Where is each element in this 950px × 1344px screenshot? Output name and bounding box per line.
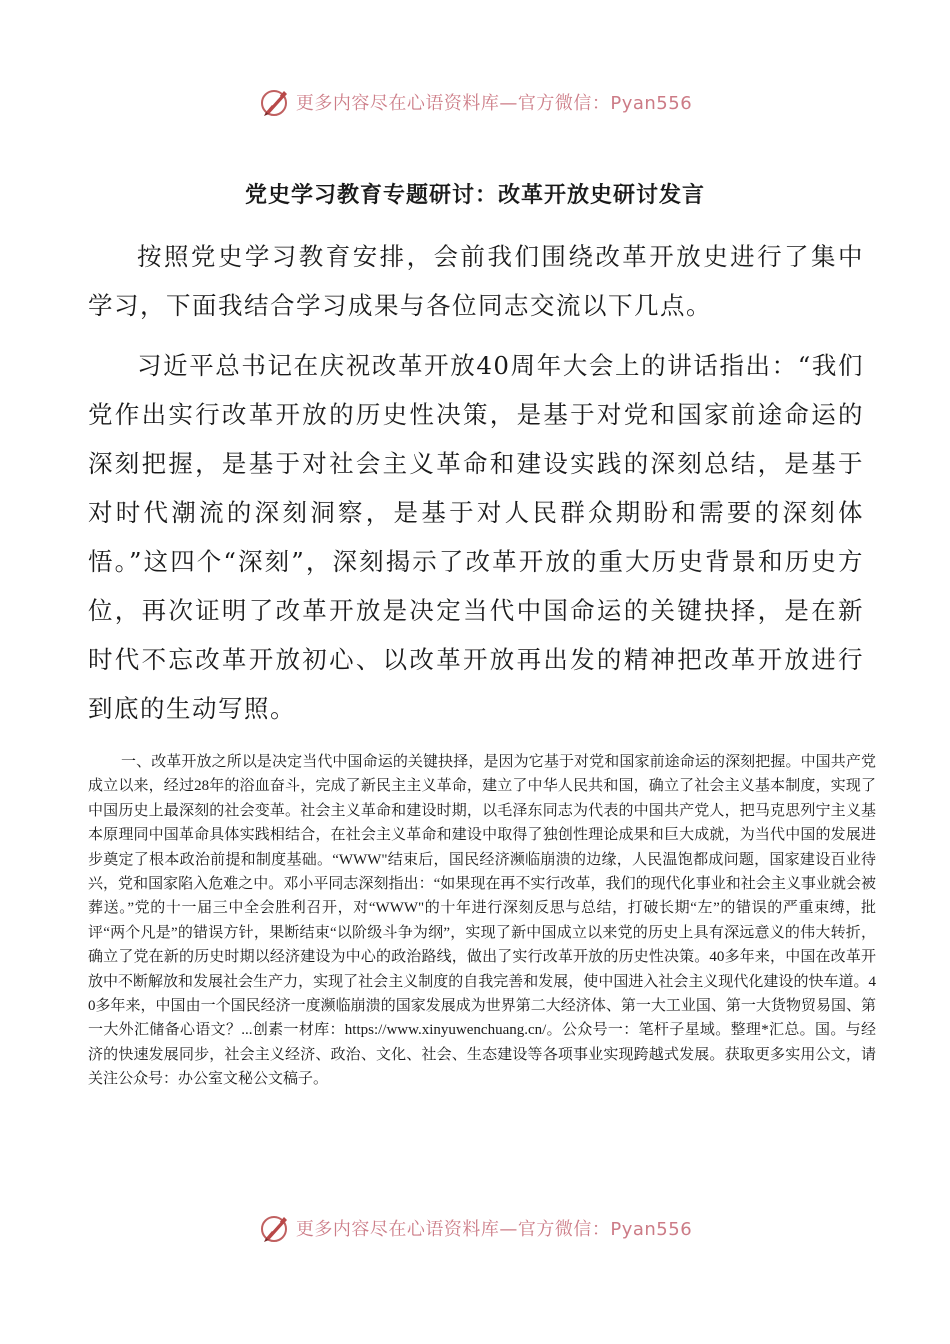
banner-text: 更多内容尽在心语资料库—官方微信：Pyan556 [295, 1219, 693, 1240]
quill-pen-logo-icon [258, 85, 292, 119]
header-watermark-banner [0, 82, 950, 122]
quill-pen-logo-icon [258, 1211, 292, 1245]
intro-paragraph: 按照党史学习教育安排，会前我们围绕改革开放史进行了集中学习，下面我结合学习成果与各位同志交流以下几点。 [88, 242, 864, 320]
document-title: 党史学习教育专题研讨：改革开放史研讨发言 [244, 182, 705, 208]
section-one-paragraph: 一、改革开放之所以是决定当代中国命运的关键抉择，是因为它基于对党和国家前途命运的深刻把握。中国共产党成立以来，经过28年的浴血奋斗，完成了新民主主义革命，建立了中华人民共和国，确立了社会主义基本制度，实现了中国历史上最深刻的社会变革。社会主义革命和建设时期，以毛泽东同志为代表的中国共产党人，把马克思列宁主义基本原理同中国革命具体实践相结合，在社会主义革命和建设中取得了独创性理论成果和巨大成就，为当代中国的发展进步奠定了根本政治前提和制度基础。“WWW"结束后，国民经济濒临崩溃的边缘，人民温饱都成问题，国家建设百业待兴，党和国家陷入危难之中。邓小平同志深刻指出：“如果现在再不实行改革，我们的现代化事业和社会主义事业就会被葬送。”党的十一届三中全会胜利召开，对“WWW"的十年进行深刻反思与总结，打破长期“左”的错误的严重束缚，批评“两个凡是”的错误方针，果断结束“以阶级斗争为纲”，实现了新中国成立以来党的历史上具有深远意义的伟大转折，确立了党在新的历史时期以经济建设为中心的政治路线，做出了实行改革开放的历史性决策。40多年来，中国在改革开放中不断解放和发展社会生产力，实现了社会主义制度的自我完善和发展，使中国进入社会主义现代化建设的快车道。40多年来，中国由一个国民经济一度濒临崩溃的国家发展成为世界第二大经济体、第一大工业国、第一大货物贸易国、第一大外汇储备心语文？...创素一材库：https://www.xinyuwenchuang.cn/。公众号一：笔杆子星域。整理*汇总。国。与经济的快速发展同步，社会主义经济、政治、文化、社会、生态建设等各项事业实现跨越式发展。获取更多实用公文，请关注公众号：办公室文秘公文稿子。 [88, 754, 876, 1088]
banner-text: 更多内容尽在心语资料库—官方微信：Pyan556 [295, 93, 693, 114]
footer-watermark-banner [0, 1208, 950, 1248]
quote-paragraph: 习近平总书记在庆祝改革开放40周年大会上的讲话指出：“我们党作出实行改革开放的历史性决策，是基于对党和国家前途命运的深刻把握，是基于对社会主义革命和建设实践的深刻总结，是基于对时代潮流的深刻洞察，是基于对人民群众期盼和需要的深刻体悟。”这四个“深刻”，深刻揭示了改革开放的重大历史背景和历史方位，再次证明了改革开放是决定当代中国命运的关键抉择，是在新时代不忘改革开放初心、以改革开放再出发的精神把改革开放进行到底的生动写照。 [88, 351, 864, 723]
